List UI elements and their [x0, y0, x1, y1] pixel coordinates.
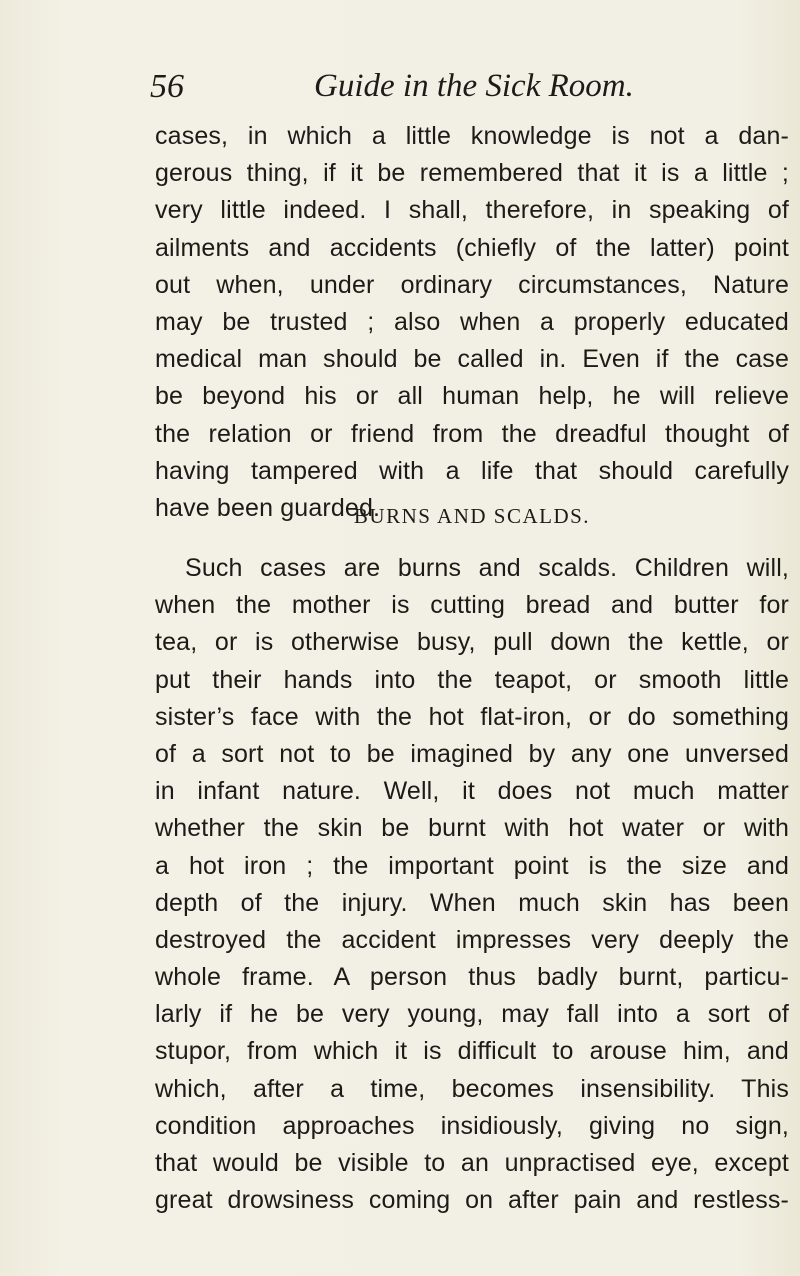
text-line: very little indeed. I shall, therefore, in speaking of	[155, 196, 789, 225]
text-line: stupor, from which it is difficult to arouse him, and	[155, 1037, 789, 1066]
text-line: ailments and accidents (chiefly of the latter) point	[155, 233, 789, 262]
text-line: sister’s face with the hot flat-iron, or do something	[155, 702, 789, 731]
text-line: which, after a time, becomes insensibility. This	[155, 1074, 789, 1103]
paragraph-burns	[155, 550, 789, 1219]
text-line: cases, in which a little knowledge is not a dan-	[155, 122, 789, 150]
text-line: tea, or is otherwise busy, pull down the kettle, or	[155, 628, 789, 657]
running-title: Guide in the Sick Room.	[314, 68, 634, 104]
text-line: a hot iron ; the important point is the size and	[155, 851, 789, 880]
text-line: Such cases are burns and scalds. Children will,	[185, 554, 789, 582]
text-line: when the mother is cutting bread and butter for	[155, 591, 789, 620]
running-head	[150, 68, 650, 112]
section-heading: BURNS AND SCALDS.	[353, 504, 591, 528]
text-line: that would be visible to an unpractised eye, except	[155, 1149, 789, 1177]
text-line: whole frame. A person thus badly burnt, particu-	[155, 963, 789, 992]
text-line: have been guarded.	[155, 493, 381, 522]
text-line: destroyed the accident impresses very deeply the	[155, 925, 789, 954]
text-line: larly if he be very young, may fall into a sort of	[155, 1000, 789, 1029]
text-line: be beyond his or all human help, he will relieve	[155, 382, 789, 411]
text-line: out when, under ordinary circumstances, Nature	[155, 270, 789, 299]
text-line: medical man should be called in. Even if the case	[155, 345, 789, 374]
text-line: of a sort not to be imagined by any one unversed	[155, 739, 789, 768]
text-line: depth of the injury. When much skin has been	[155, 888, 789, 917]
text-line: the relation or friend from the dreadful thought of	[155, 419, 789, 448]
text-line: having tampered with a life that should carefully	[155, 456, 789, 485]
text-line: in infant nature. Well, it does not much matter	[155, 777, 789, 806]
page-number: 56	[150, 68, 184, 105]
text-line: whether the skin be burnt with hot water or with	[155, 814, 789, 843]
text-line: gerous thing, if it be remembered that it is a little ;	[155, 159, 789, 188]
paragraph-intro	[155, 118, 789, 527]
text-line: great drowsiness coming on after pain and restless-	[155, 1186, 789, 1215]
text-line: condition approaches insidiously, giving no sign,	[155, 1111, 789, 1140]
text-line: put their hands into the teapot, or smooth little	[155, 665, 789, 694]
text-line: may be trusted ; also when a properly educated	[155, 307, 789, 336]
